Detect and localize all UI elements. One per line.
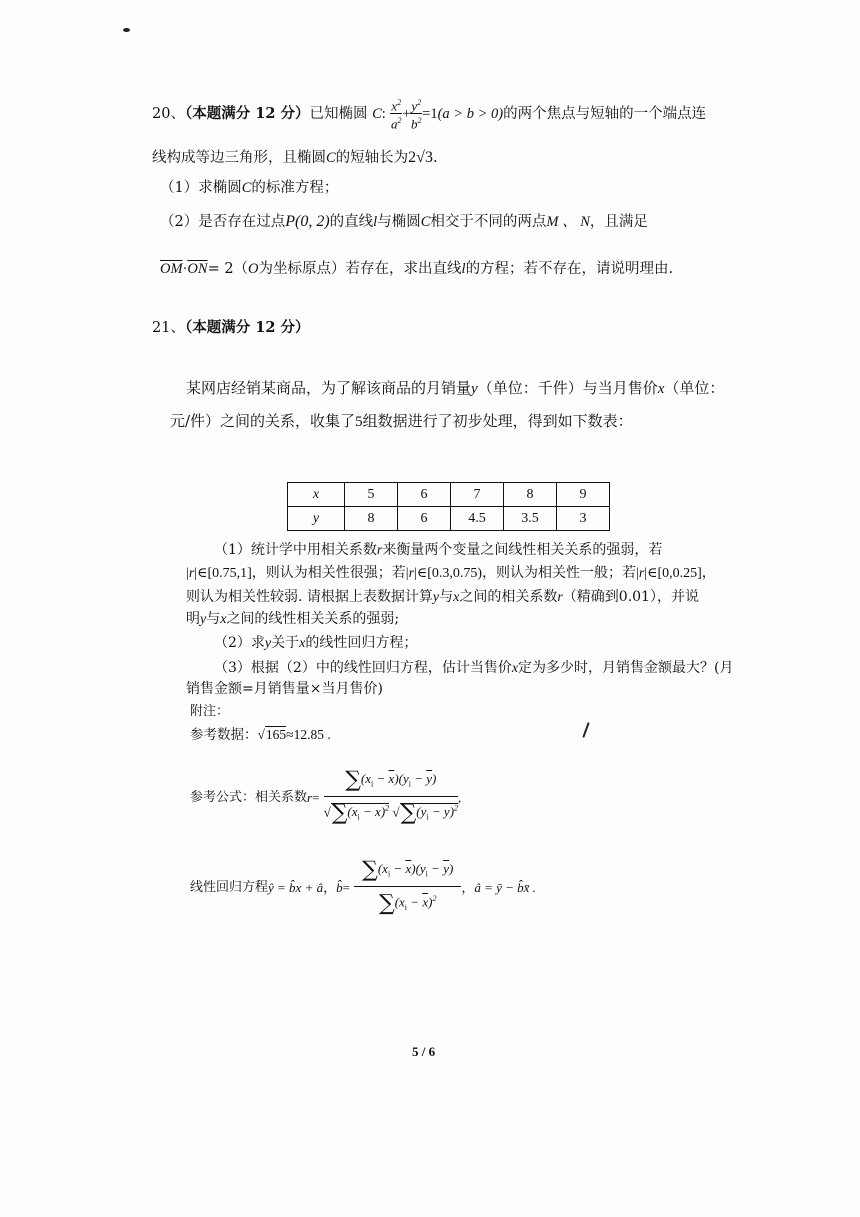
table-cell: 8: [345, 507, 398, 531]
q20-line1: 20、（本题满分 12 分）已知椭圆 C: $\frac{x^2}{a^2}$ + $\frac{y^2}{b^2}$ =1(a > b > 0)的两个焦点与短轴的一个端点连: [152, 98, 707, 132]
table-cell: 3: [557, 507, 610, 531]
q21-part3-line2: 销售金额=月销售量×当月售价): [186, 681, 383, 697]
regression-formula: 线性回归方程ŷ = b̂x + â，b̂= $\frac{\sum(x_i - \overline{x})(y_i - \overline{y})}{\sum(x_i - \overline{x})^2}$ ，â = ȳ − b̂x̄ .: [190, 857, 536, 916]
q21-part1-line3: 则认为相关性较弱. 请根据上表数据计算y与x之间的相关系数r（精确到0.01），并说: [186, 589, 699, 605]
table-cell: 3.5: [504, 507, 557, 531]
q21-part1-line2: |r|∈[0.75,1]，则认为相关性很强；若|r|∈[0.3,0.75)，则认为相关性一般；若|r|∈[0,0.25]，: [186, 565, 716, 581]
q20-part1: （1）求椭圆C的标准方程；: [160, 180, 339, 196]
q21-part2: （2）求y关于x的线性回归方程；: [214, 635, 418, 651]
q21-intro1: 某网店经销某商品，为了解该商品的月销量y（单位：千件）与当月售价x（单位：: [186, 379, 725, 397]
table-cell: 8: [504, 483, 557, 507]
table-cell: 5: [345, 483, 398, 507]
data-table: [287, 482, 610, 531]
q21-part3-line1: （3）根据（2）中的线性回归方程，估计当售价x定为多少时，月销售金额最大？(月: [214, 660, 734, 676]
table-cell: 4.5: [451, 507, 504, 531]
q20-part2-cont: $\overline{OM}\cdot\overline{ON}= 2(O$为坐标原点）若存在，求出直线l的方程；若不存在，请说明理由.: [160, 261, 674, 277]
q20-part2: （2）是否存在过点P(0, 2)的直线l与椭圆C相交于不同的两点M 、 N，且满足: [160, 213, 648, 230]
table-header-x: x: [288, 483, 345, 507]
q21-intro2: 元/件）之间的关系，收集了5组数据进行了初步处理，得到如下数表：: [170, 412, 633, 430]
table-cell: 6: [398, 483, 451, 507]
scan-speck: [123, 28, 130, 32]
reference-data: 参考数据：√165≈12.85 .: [190, 727, 331, 743]
q21-part1-line1: （1）统计学中用相关系数r来衡量两个变量之间线性相关关系的强弱，若: [214, 542, 663, 558]
q21-part1-line4: 明y与x之间的线性相关关系的强弱;: [186, 611, 400, 627]
table-row-y: [288, 507, 610, 531]
q20-line2: 线构成等边三角形，且椭圆C的短轴长为2√3.: [152, 149, 438, 166]
note-label: 附注：: [190, 704, 230, 719]
scan-speck: [582, 722, 589, 738]
table-cell: 7: [451, 483, 504, 507]
correlation-formula: 参考公式：相关系数r= $\frac{\sum(x_i - \overline{x})(y_i - \overline{y})}{√\sum(x_i - \overline{x})^2 √\sum(y_i - \overline{y})^2}$ ,: [190, 767, 462, 826]
table-row-x: [288, 483, 610, 507]
table-header-y: y: [288, 507, 345, 531]
table-cell: 9: [557, 483, 610, 507]
page-number: 5 / 6: [412, 1044, 436, 1059]
q21-header: 21、（本题满分 12 分）: [152, 319, 310, 336]
table-cell: 6: [398, 507, 451, 531]
